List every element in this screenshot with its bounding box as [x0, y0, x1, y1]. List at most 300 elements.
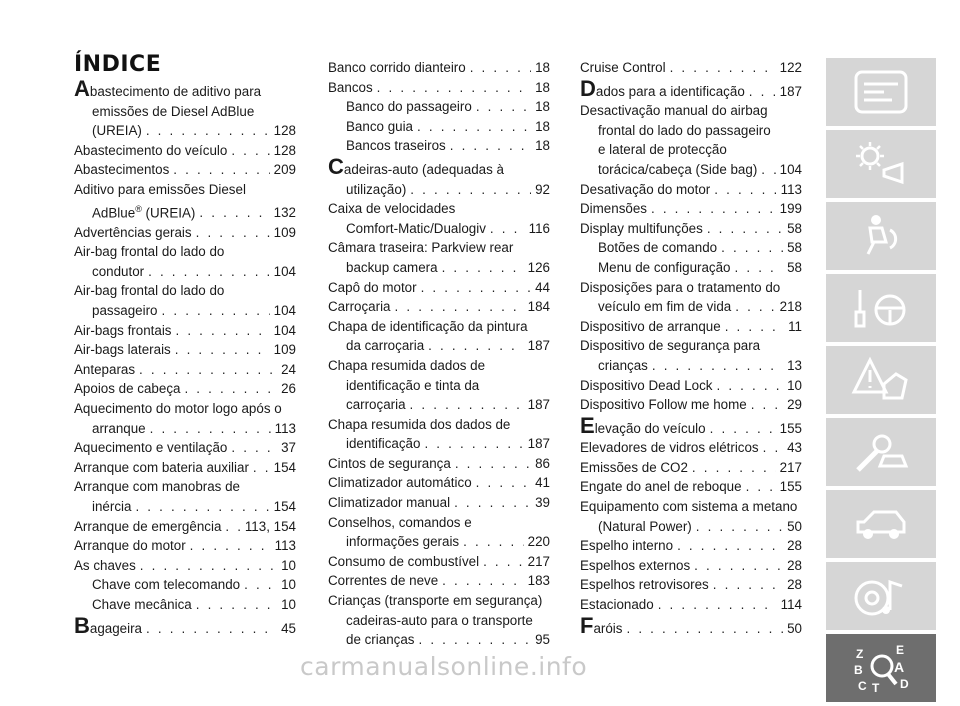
- leader-dots: [696, 517, 783, 537]
- page-number[interactable]: 11: [788, 318, 802, 334]
- index-entry[interactable]: [328, 78, 550, 98]
- page-number[interactable]: 154: [273, 459, 296, 475]
- entry-text: [74, 536, 186, 556]
- index-entry[interactable]: [580, 477, 802, 497]
- leader-dots: [442, 571, 523, 591]
- entry-text: [580, 438, 759, 458]
- entry-label: Estacionado: [580, 597, 654, 613]
- entry-label: Câmara traseira: Parkview rear: [328, 240, 514, 256]
- entry-continuation: utilização): [346, 181, 407, 197]
- entry-text: [580, 458, 688, 478]
- entry-continuation: veículo em fim de vida: [598, 299, 732, 315]
- page-number[interactable]: 50: [787, 518, 802, 534]
- index-entry[interactable]: [580, 438, 802, 458]
- page-number[interactable]: 109: [273, 224, 296, 240]
- entry-text: [346, 97, 472, 117]
- wrench-car-icon: [850, 426, 912, 478]
- index-entry[interactable]: [328, 219, 550, 239]
- page-number[interactable]: 217: [779, 459, 802, 475]
- entry-text: [598, 258, 731, 278]
- tab-multimedia[interactable]: [826, 562, 936, 630]
- index-entry[interactable]: [74, 321, 296, 341]
- entry-text: [346, 117, 413, 137]
- index-entry[interactable]: [328, 571, 550, 591]
- entry-label: As chaves: [74, 557, 136, 573]
- section-letter: C: [328, 153, 344, 179]
- leader-dots: [763, 438, 783, 458]
- entry-label: Air-bag frontal do lado do: [74, 244, 225, 260]
- index-entry[interactable]: [580, 317, 802, 337]
- leader-dots: [670, 58, 776, 78]
- index-entry[interactable]: [74, 612, 296, 639]
- page-number[interactable]: 187: [527, 397, 550, 413]
- tab-safety[interactable]: [826, 202, 936, 270]
- index-entry[interactable]: [328, 117, 550, 137]
- index-entry[interactable]: [580, 395, 802, 415]
- index-entry[interactable]: [74, 340, 296, 360]
- entry-text: [328, 552, 479, 572]
- entry-label: Chapa de identificação da pintura: [328, 318, 528, 334]
- index-entry[interactable]: [580, 595, 802, 615]
- entry-text: [580, 317, 721, 337]
- index-entry[interactable]: [328, 513, 550, 552]
- tab-maintenance[interactable]: [826, 418, 936, 486]
- page-number[interactable]: 187: [527, 436, 550, 452]
- index-entry[interactable]: [328, 238, 550, 277]
- index-letter: E: [896, 643, 905, 657]
- page-number[interactable]: 13: [787, 357, 802, 373]
- page-number[interactable]: 95: [535, 632, 550, 648]
- index-entry[interactable]: [74, 458, 296, 478]
- page-number[interactable]: 39: [535, 495, 550, 511]
- leader-dots: [694, 556, 783, 576]
- leader-dots: [463, 532, 524, 552]
- index-entry[interactable]: [580, 75, 802, 102]
- page-number[interactable]: 104: [779, 161, 802, 177]
- leader-dots: [196, 595, 277, 615]
- entry-label: Emissões de CO2: [580, 459, 688, 475]
- index-entry[interactable]: [328, 199, 550, 219]
- page-number[interactable]: 10: [281, 577, 296, 593]
- index-entry[interactable]: [328, 591, 550, 611]
- entry-continuation: da carroçaria: [346, 338, 425, 354]
- page-number[interactable]: 50: [787, 620, 802, 636]
- index-icon: [850, 642, 912, 694]
- page-number[interactable]: 92: [535, 181, 550, 197]
- index-entry[interactable]: [580, 612, 802, 639]
- entry-label: Air-bags laterais: [74, 342, 171, 358]
- leader-dots: [677, 536, 783, 556]
- index-entry[interactable]: [328, 454, 550, 474]
- leader-dots: [190, 536, 271, 556]
- page-number[interactable]: 18: [535, 138, 550, 154]
- index-entry[interactable]: [580, 180, 802, 200]
- index-entry[interactable]: [328, 356, 550, 415]
- page-number[interactable]: 104: [273, 322, 296, 338]
- index-entry[interactable]: [580, 497, 802, 536]
- leader-dots: [395, 297, 524, 317]
- entry-label: Display multifunções: [580, 220, 703, 236]
- index-entry[interactable]: [328, 473, 550, 493]
- index-entry[interactable]: [580, 575, 802, 595]
- key-steering-icon: [850, 282, 912, 334]
- entry-label: Chapa resumida dos dados de: [328, 416, 511, 432]
- page-number[interactable]: 113, 154: [244, 518, 296, 534]
- page-number[interactable]: 43: [787, 440, 802, 456]
- entry-text: [328, 356, 485, 376]
- leader-dots: [483, 552, 524, 572]
- entry-label: Caixa de velocidades: [328, 201, 456, 217]
- leader-dots: [421, 278, 532, 298]
- music-nav-icon: [850, 570, 912, 622]
- entry-label: cadeiras-auto para o transporte: [346, 612, 533, 628]
- entry-text: [328, 473, 472, 493]
- entry-text: [328, 153, 504, 180]
- entry-label: Dispositivo de arranque: [580, 318, 721, 334]
- index-entry[interactable]: [74, 76, 296, 141]
- leader-dots: [692, 458, 776, 478]
- index-entry[interactable]: [328, 493, 550, 513]
- entry-continuation: emissões de Diesel AdBlue: [92, 103, 255, 119]
- index-entry[interactable]: [328, 58, 550, 78]
- page-number[interactable]: 154: [273, 498, 296, 514]
- leader-dots: [470, 58, 531, 78]
- leader-dots: [418, 630, 531, 650]
- entry-label: Bancos traseiros: [346, 138, 446, 154]
- entry-label: Banco do passageiro: [346, 99, 472, 115]
- entry-continuation: carroçaria: [346, 397, 406, 413]
- entry-text: [74, 399, 282, 419]
- page-number[interactable]: 126: [527, 259, 550, 275]
- entry-label: Advertências gerais: [74, 224, 192, 240]
- leader-dots: [714, 180, 776, 200]
- entry-text: [328, 278, 417, 298]
- entry-continuation: frontal do lado do passageiro: [598, 122, 771, 138]
- entry-label: Abastecimento do veículo: [74, 142, 228, 158]
- index-entry[interactable]: [328, 297, 550, 317]
- entry-continuation: de crianças: [346, 632, 415, 648]
- page-number[interactable]: 187: [527, 338, 550, 354]
- entry-label: Arranque com manobras de: [74, 479, 240, 495]
- index-column-3: [580, 58, 802, 638]
- index-entry[interactable]: [74, 595, 296, 615]
- entry-text: [580, 199, 647, 219]
- section-letter: A: [74, 76, 90, 101]
- leader-dots: [162, 301, 270, 321]
- page-number[interactable]: 18: [535, 79, 550, 95]
- page-number[interactable]: 41: [535, 475, 550, 491]
- page-number[interactable]: 155: [779, 479, 802, 495]
- entry-label: Banco guia: [346, 118, 414, 134]
- page-title: ÍNDICE: [74, 52, 162, 77]
- entry-text: [328, 317, 528, 337]
- entry-text: [580, 75, 745, 102]
- car-dashboard-icon: [850, 66, 912, 118]
- tab-index[interactable]: [826, 634, 936, 702]
- page-number[interactable]: 44: [535, 279, 550, 295]
- tab-dashboard[interactable]: [826, 58, 936, 126]
- page-number[interactable]: 29: [787, 397, 802, 413]
- page-number[interactable]: 199: [779, 201, 802, 217]
- page-number[interactable]: 109: [273, 342, 296, 358]
- page-number[interactable]: 104: [273, 263, 296, 279]
- page-number[interactable]: 58: [787, 220, 802, 236]
- page-number[interactable]: 10: [281, 596, 296, 612]
- page-number[interactable]: 114: [780, 597, 802, 613]
- index-entry[interactable]: [74, 556, 296, 576]
- entry-text: [74, 612, 143, 639]
- section-letter: B: [74, 612, 90, 638]
- index-entry[interactable]: [580, 58, 802, 78]
- entry-label: agageira: [89, 620, 143, 636]
- page-number[interactable]: 18: [535, 118, 550, 134]
- entry-label: Disposições para o tratamento do: [580, 279, 781, 295]
- entry-label: Elevadores de vidros elétricos: [580, 440, 759, 456]
- entry-label: Arranque de emergência: [74, 518, 222, 534]
- entry-text: [328, 238, 513, 258]
- entry-continuation: informações gerais: [346, 534, 460, 550]
- page-number[interactable]: 220: [527, 534, 550, 550]
- index-entry[interactable]: [580, 458, 802, 478]
- entry-text: [580, 219, 703, 239]
- page-number[interactable]: 45: [281, 620, 296, 636]
- leader-dots: [173, 160, 269, 180]
- page-number[interactable]: 18: [535, 99, 550, 115]
- page-number[interactable]: 122: [779, 60, 802, 75]
- index-entry[interactable]: [328, 153, 550, 199]
- leader-dots: [244, 575, 277, 595]
- leader-dots: [196, 223, 270, 243]
- index-entry[interactable]: [580, 101, 802, 179]
- entry-text: [580, 101, 768, 121]
- page-number[interactable]: 217: [527, 553, 550, 569]
- page-number[interactable]: 184: [527, 299, 550, 315]
- index-entry[interactable]: [74, 477, 296, 516]
- tab-emergency[interactable]: [826, 346, 936, 414]
- entry-label: Air-bags frontais: [74, 322, 172, 338]
- entry-text: [74, 517, 221, 537]
- index-entry[interactable]: [74, 517, 296, 537]
- entry-label: Climatizador manual: [328, 495, 451, 511]
- entry-text: [328, 297, 391, 317]
- entry-text: [328, 199, 455, 219]
- entry-label: Climatizador automático: [328, 475, 472, 491]
- entry-text: [328, 571, 438, 591]
- tab-technical-data[interactable]: [826, 490, 936, 558]
- entry-label: Comfort-Matic/Dualogiv: [346, 220, 486, 236]
- entry-continuation: condutor: [92, 263, 145, 279]
- index-entry[interactable]: [74, 281, 296, 320]
- index-entry[interactable]: [328, 552, 550, 572]
- entry-label: Air-bag frontal do lado do: [74, 283, 225, 299]
- index-entry[interactable]: [74, 223, 296, 243]
- index-entry[interactable]: [74, 141, 296, 161]
- entry-text: [346, 219, 486, 239]
- index-entry[interactable]: [328, 415, 550, 454]
- leader-dots: [626, 619, 783, 639]
- entry-text: [74, 556, 136, 576]
- page-number[interactable]: 132: [273, 205, 296, 221]
- leader-dots: [442, 258, 524, 278]
- index-entry[interactable]: [328, 136, 550, 156]
- leader-dots: [454, 493, 531, 513]
- leader-dots: [146, 121, 270, 141]
- leader-dots: [735, 258, 784, 278]
- leader-dots: [148, 262, 270, 282]
- page-number[interactable]: 113: [274, 420, 296, 436]
- entry-label: Consumo de combustível: [328, 553, 480, 569]
- entry-label: Bancos: [328, 79, 373, 95]
- entry-label: Cruise Control: [580, 60, 666, 75]
- entry-label: Dispositivo Dead Lock: [580, 377, 713, 393]
- entry-text: [580, 336, 760, 356]
- entry-label: Equipamento com sistema a metano: [580, 499, 798, 515]
- entry-label: Crianças (transporte em segurança): [328, 593, 543, 609]
- leader-dots: [710, 419, 776, 439]
- page-number[interactable]: 209: [273, 162, 296, 178]
- entry-label: Arranque com bateria auxiliar: [74, 459, 249, 475]
- page-number[interactable]: 183: [527, 573, 550, 589]
- index-entry[interactable]: [580, 336, 802, 375]
- leader-dots: [707, 219, 783, 239]
- lights-icon: [850, 138, 912, 190]
- leader-dots: [150, 419, 271, 439]
- page-number[interactable]: 155: [779, 420, 802, 436]
- index-entry[interactable]: [580, 556, 802, 576]
- entry-label: Chapa resumida dados de: [328, 357, 486, 373]
- watermark: carmanualsonline.info: [300, 652, 588, 681]
- leader-dots: [146, 619, 277, 639]
- index-entry[interactable]: [328, 278, 550, 298]
- entry-text: [328, 58, 466, 78]
- page-number[interactable]: 28: [787, 538, 802, 554]
- page-number[interactable]: 113: [274, 538, 296, 554]
- entry-label: Aquecimento e ventilação: [74, 440, 228, 456]
- section-letter: E: [580, 412, 595, 438]
- index-entry[interactable]: [580, 219, 802, 239]
- entry-text: [92, 595, 192, 615]
- entry-text: [328, 454, 451, 474]
- index-entry[interactable]: [74, 575, 296, 595]
- leader-dots: [658, 595, 777, 615]
- index-entry[interactable]: [74, 360, 296, 380]
- index-entry[interactable]: [580, 536, 802, 556]
- chapter-sidebar: [826, 58, 936, 706]
- page-number[interactable]: 10: [281, 557, 296, 573]
- entry-text: [74, 242, 224, 262]
- leader-dots: [450, 136, 531, 156]
- leader-dots: [135, 497, 269, 517]
- page-number[interactable]: 28: [787, 557, 802, 573]
- index-entry[interactable]: [580, 238, 802, 258]
- leader-dots: [749, 82, 776, 102]
- page-number[interactable]: 128: [273, 142, 296, 158]
- index-entry[interactable]: [74, 536, 296, 556]
- index-entry[interactable]: [580, 199, 802, 219]
- section-letter: D: [580, 75, 596, 101]
- section-letter: F: [580, 612, 594, 638]
- page-number[interactable]: 58: [787, 240, 802, 256]
- entry-label: Correntes de neve: [328, 573, 439, 589]
- index-entry[interactable]: [74, 399, 296, 438]
- leader-dots: [176, 321, 270, 341]
- leader-dots: [199, 203, 269, 223]
- entry-continuation: identificação: [346, 436, 421, 452]
- page-number[interactable]: 10: [787, 377, 802, 393]
- entry-label: Abastecimentos: [74, 162, 170, 178]
- page-number[interactable]: 128: [273, 123, 296, 139]
- tab-starting-driving[interactable]: [826, 274, 936, 342]
- entry-text: [74, 141, 227, 161]
- index-entry[interactable]: [328, 97, 550, 117]
- leader-dots: [713, 575, 783, 595]
- entry-label: Anteparas: [74, 361, 136, 377]
- page-number[interactable]: 58: [787, 259, 802, 275]
- entry-text: [92, 575, 240, 595]
- index-entry[interactable]: [74, 379, 296, 399]
- index-entry[interactable]: [580, 278, 802, 317]
- page-number[interactable]: 187: [779, 83, 802, 99]
- index-letter: B: [854, 663, 863, 677]
- entry-continuation: e lateral de protecção: [598, 142, 727, 158]
- leader-dots: [721, 238, 783, 258]
- entry-continuation: identificação e tinta da: [346, 377, 480, 393]
- entry-text: [74, 379, 180, 399]
- page-number[interactable]: 113: [780, 181, 802, 197]
- leader-dots: [231, 141, 269, 161]
- page-number[interactable]: 26: [281, 381, 296, 397]
- index-entry[interactable]: [328, 317, 550, 356]
- entry-label: Cintos de segurança: [328, 455, 451, 471]
- entry-text: [74, 76, 262, 102]
- entry-continuation: crianças: [598, 357, 648, 373]
- tab-lights[interactable]: [826, 130, 936, 198]
- entry-label: Espelhos externos: [580, 557, 691, 573]
- entry-label: Dispositivo de segurança para: [580, 338, 761, 354]
- page-number[interactable]: 24: [281, 361, 296, 377]
- entry-label: adeiras-auto (adequadas à: [343, 161, 504, 177]
- page-number[interactable]: 18: [535, 60, 550, 75]
- entry-label: Dispositivo Follow me home: [580, 397, 747, 413]
- leader-dots: [410, 180, 531, 200]
- page-number[interactable]: 28: [787, 577, 802, 593]
- page-number[interactable]: 218: [779, 299, 802, 315]
- entry-continuation: inércia: [92, 498, 132, 514]
- leader-dots: [651, 199, 776, 219]
- entry-text: [580, 376, 712, 396]
- index-entry[interactable]: [580, 412, 802, 439]
- page-number[interactable]: 116: [528, 220, 550, 236]
- index-entry[interactable]: [74, 242, 296, 281]
- index-entry[interactable]: [74, 160, 296, 180]
- page-number[interactable]: 104: [273, 303, 296, 318]
- entry-label: Menu de configuração: [598, 259, 731, 275]
- index-entry[interactable]: [74, 180, 296, 223]
- leader-dots: [455, 454, 531, 474]
- leader-dots: [417, 117, 531, 137]
- index-entry[interactable]: [580, 376, 802, 396]
- index-entry[interactable]: [74, 438, 296, 458]
- leader-dots: [139, 360, 277, 380]
- entry-continuation: arranque: [92, 420, 146, 436]
- index-column-1: [74, 78, 296, 638]
- page-number[interactable]: 37: [281, 440, 296, 456]
- index-entry[interactable]: [580, 258, 802, 278]
- entry-label: Botões de comando: [598, 240, 718, 256]
- entry-label: Engate do anel de reboque: [580, 479, 742, 495]
- page-number[interactable]: 86: [535, 455, 550, 471]
- index-entry[interactable]: [328, 611, 550, 650]
